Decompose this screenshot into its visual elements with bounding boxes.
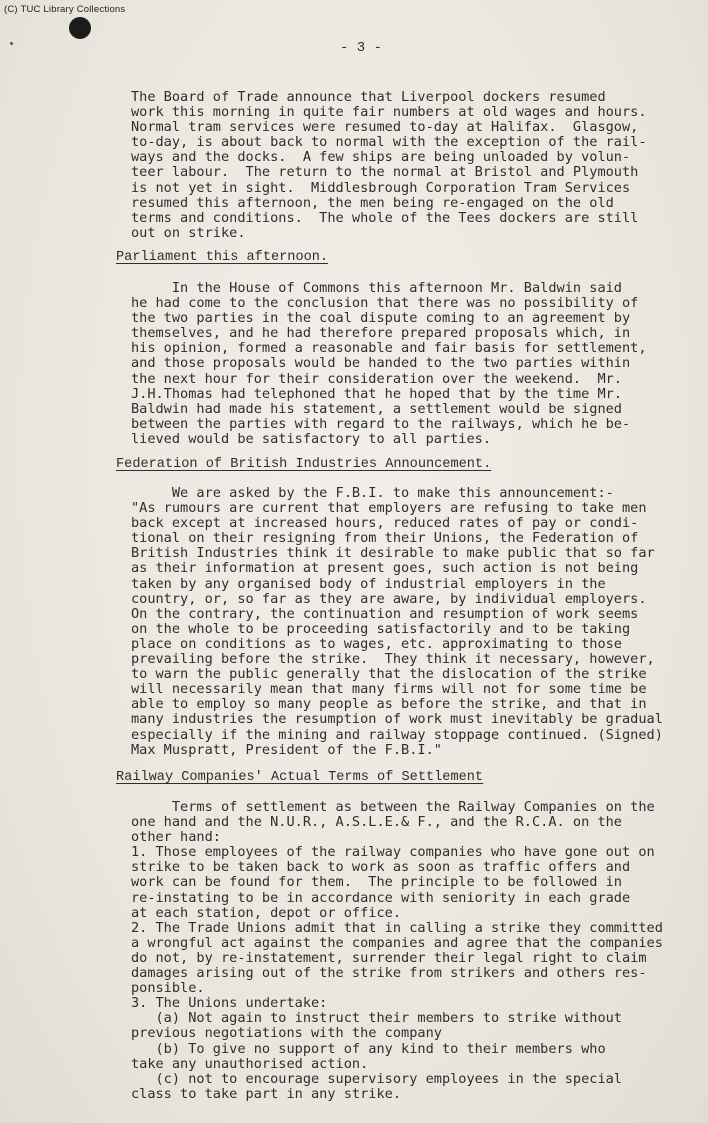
parliament-heading: Parliament this afternoon. bbox=[116, 250, 329, 265]
parliament-paragraph: In the House of Commons this afternoon Mr. Baldwin said he had come to the conclusion that there was no possibility of the two parties in the coal dispute coming to an agreement by themselves, and he had therefore prepared proposals which, in his opinion, formed a reasonable and fair basis for settlement, and those proposals would be handed to the two parties within the next hour for their consideration over the weekend. Mr. J.H.Thomas had telephoned that he hoped that by the time Mr. Baldwin had made his statement, a settlement would be signed between the parties with regard to the railways, which he be- lieved would be satisfactory to all parties. bbox=[130, 280, 647, 447]
page-number: - 3 - bbox=[340, 40, 383, 56]
margin-mark bbox=[10, 42, 13, 45]
punch-hole bbox=[69, 17, 91, 39]
copyright-watermark: (C) TUC Library Collections bbox=[4, 4, 126, 15]
railway-paragraph: Terms of settlement as between the Railway Companies on the one hand and the N.U.R., A.S.L.E.& F., and the R.C.A. on the other hand: 1. Those employees of the railway companies who have gone out on strike to be taken back to work as soon as traffic offers and work can be found for them. The principle to be followed in re-instating to be in accordance with seniority in each grade at each station, depot or office. 2. The Trade Unions admit that in calling a strike they committed a wrongful act against the companies and agree that the companies do not, by re-instatement, surrender their legal right to claim damages arising out of the strike from strikers and others res- ponsible. 3. The Unions undertake: (a) Not again to instruct their members to strike without previous negotiations with the company (b) To give no support of any kind to their members who take any unauthorised action. (c) not to encourage supervisory employees in the special class to take part in any strike. bbox=[130, 799, 663, 1102]
railway-heading: Railway Companies' Actual Terms of Settlement bbox=[116, 770, 484, 785]
intro-paragraph: The Board of Trade announce that Liverpool dockers resumed work this morning in quite fair numbers at old wages and hours. Normal tram services were resumed to-day at Halifax. Glasgow, to-day, is about back to normal with the exception of the rail- ways and the docks. A few ships are being unloaded by volun- teer labour. The return to the normal at Bristol and Plymouth is not yet in sight. Middlesbrough Corporation Tram Services resumed this afternoon, the men being re-engaged on the old terms and conditions. The whole of the Tees dockers are still out on strike. bbox=[130, 89, 647, 241]
fbi-paragraph: We are asked by the F.B.I. to make this announcement:- "As rumours are current that employers are refusing to take men back except at increased hours, reduced rates of pay or condi- tional on their resigning from their Unions, the Federation of British Industries think it desirable to make public that so far as their information at present goes, such action is not being taken by any organised body of industrial employers in the country, or, so far as they are aware, by individual employers. On the contrary, the continuation and resumption of work seems on the whole to be proceeding satisfactorily and to be taking place on conditions as to wages, etc. approximating to those prevailing before the strike. They think it necessary, however, to warn the public generally that the dislocation of the strike will necessarily mean that many firms will not for some time be able to employ so many people as before the strike, and that in many industries the resumption of work must inevitably be gradual especially if the mining and railway stoppage continued. (Signed) Max Muspratt, President of the F.B.I." bbox=[130, 485, 663, 758]
fbi-heading: Federation of British Industries Announcement. bbox=[116, 457, 492, 472]
